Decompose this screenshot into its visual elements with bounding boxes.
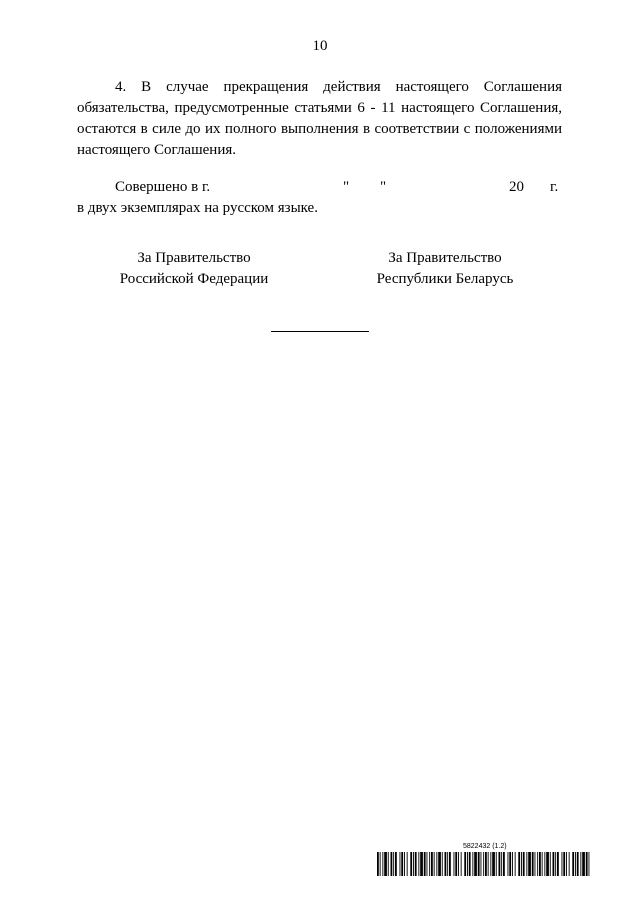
signatory-russia-line-2: Российской Федерации — [119, 271, 269, 287]
signing-place-label: Совершено в г. — [115, 179, 211, 195]
year-suffix: г. — [550, 179, 559, 195]
paragraph-4 — [77, 77, 562, 161]
paragraph-4-text: случае прекращения действия настоящего Соглашения обязательства, предусмотренные статьями 6 - 11 настоящего Соглашения, остаются в силе до их полного выполнения в соответствии с положениями настоящего Соглашения. — [77, 79, 562, 158]
signatory-belarus-line-1: За Правительство — [388, 250, 502, 266]
date-quote-close: " — [380, 179, 387, 195]
signatory-russia — [94, 248, 294, 290]
signing-place-date-line — [77, 177, 562, 198]
signatory-russia-line-1: За Правительство — [137, 250, 251, 266]
end-of-text-rule — [271, 331, 369, 332]
copies-language-line: в двух экземплярах на русском языке. — [77, 200, 318, 216]
date-quote-open: " — [343, 179, 350, 195]
barcode — [377, 852, 590, 876]
year-prefix: 20 — [509, 179, 524, 195]
paragraph-4-prefix: 4. В — [115, 79, 152, 95]
signatory-belarus-line-2: Республики Беларусь — [376, 271, 514, 287]
signatory-belarus — [345, 248, 545, 290]
document-code: 5822432 (1.2) — [463, 843, 507, 850]
page-number: 10 — [312, 38, 328, 54]
